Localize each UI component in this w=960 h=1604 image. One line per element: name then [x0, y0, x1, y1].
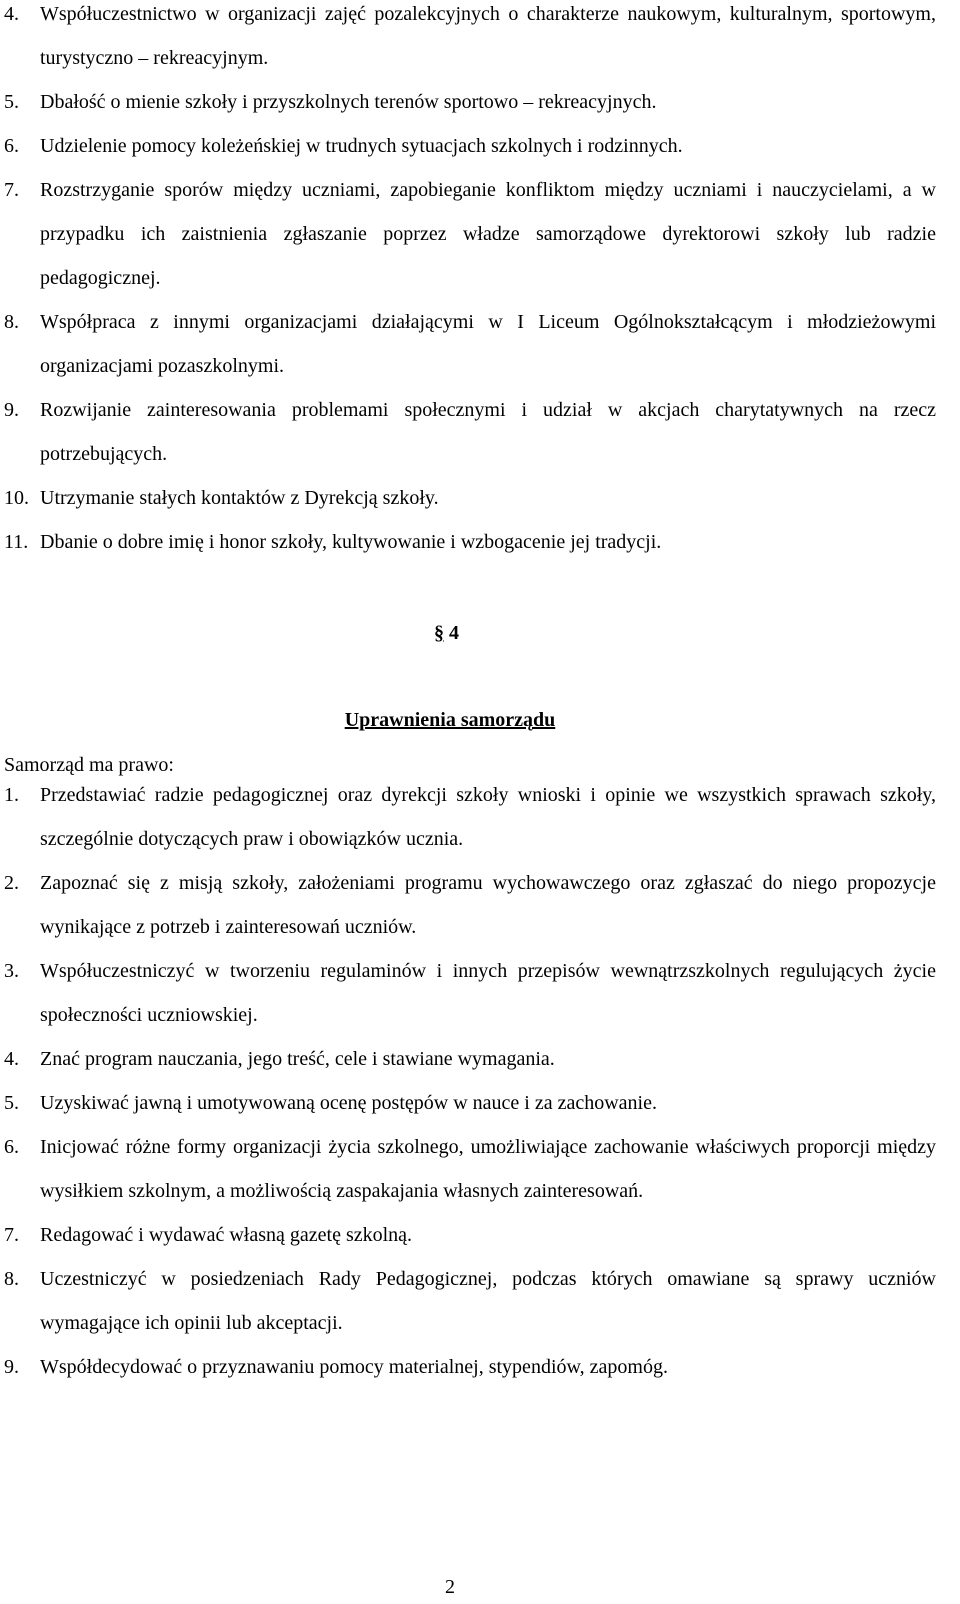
list-item-number: 3.: [4, 960, 19, 982]
list-item-text: Rozstrzyganie sporów między uczniami, zapobieganie konfliktom między uczniami i nauczycielami, a w przypadku ich zaistnienia zgłaszanie poprzez władze samorządowe dyrektorowi szkoły lub radzie pedagogicznej.: [40, 179, 936, 289]
list-item-number: 5.: [4, 1092, 19, 1114]
list-item: [4, 1037, 936, 1081]
list-item-text: Współdecydować o przyznawaniu pomocy materialnej, stypendiów, zapomóg.: [40, 1356, 668, 1378]
list-item-text: Udzielenie pomocy koleżeńskiej w trudnych sytuacjach szkolnych i rodzinnych.: [40, 135, 683, 157]
list-item: [4, 1081, 936, 1125]
rights-list: [4, 773, 936, 1389]
duties-list: [4, 0, 936, 564]
list-item-text: Inicjować różne formy organizacji życia szkolnego, umożliwiające zachowanie właściwych proporcji między wysiłkiem szkolnym, a możliwością zaspakajania własnych zainteresowań.: [40, 1136, 936, 1202]
list-item: [4, 300, 936, 388]
list-item: [4, 124, 936, 168]
list-item-text: Przedstawiać radzie pedagogicznej oraz dyrekcji szkoły wnioski i opinie we wszystkich sprawach szkoły, szczególnie dotyczących praw i obowiązków ucznia.: [40, 784, 936, 850]
list-item-text: Współpraca z innymi organizacjami działającymi w I Liceum Ogólnokształcącym i młodzieżowymi organizacjami pozaszkolnymi.: [40, 311, 936, 377]
list-item-text: Uzyskiwać jawną i umotywowaną ocenę postępów w nauce i za zachowanie.: [40, 1092, 657, 1114]
list-item-number: 10.: [4, 487, 29, 509]
list-item-number: 6.: [4, 1136, 19, 1158]
list-item-number: 8.: [4, 311, 19, 333]
section-title: Uprawnienia samorządu: [344, 709, 556, 731]
list-item-text: Zapoznać się z misją szkoły, założeniami programu wychowawczego oraz zgłaszać do niego propozycje wynikające z potrzeb i zainteresowań uczniów.: [40, 872, 936, 938]
list-item: [4, 773, 936, 861]
list-item-text: Współuczestniczyć w tworzeniu regulaminów i innych przepisów wewnątrzszkolnych regulujących życie społeczności uczniowskiej.: [40, 960, 936, 1026]
list-item-number: 7.: [4, 1224, 19, 1246]
section-heading: [434, 618, 459, 648]
section-intro: Samorząd ma prawo:: [4, 754, 174, 776]
list-item: [4, 0, 936, 80]
list-item: [4, 388, 936, 476]
list-item-number: 2.: [4, 872, 19, 894]
list-item-text: Dbałość o mienie szkoły i przyszkolnych terenów sportowo – rekreacyjnych.: [40, 91, 657, 113]
list-item-number: 5.: [4, 91, 19, 113]
list-item-number: 4.: [4, 3, 19, 25]
list-item-text: Znać program nauczania, jego treść, cele i stawiane wymagania.: [40, 1048, 555, 1070]
list-item: [4, 1257, 936, 1345]
list-item-number: 11.: [4, 531, 29, 553]
list-item: [4, 1345, 936, 1389]
list-item-number: 1.: [4, 784, 19, 806]
list-item: [4, 476, 936, 520]
list-item-text: Dbanie o dobre imię i honor szkoły, kultywowanie i wzbogacenie jej tradycji.: [40, 531, 662, 553]
list-item: [4, 1213, 936, 1257]
list-item: [4, 1125, 936, 1213]
list-item: [4, 861, 936, 949]
list-item-text: Rozwijanie zainteresowania problemami społecznymi i udział w akcjach charytatywnych na rzecz potrzebujących.: [40, 399, 936, 465]
list-item-text: Redagować i wydawać własną gazetę szkolną.: [40, 1224, 413, 1246]
list-item: [4, 168, 936, 300]
list-item-number: 4.: [4, 1048, 19, 1070]
page-number: 2: [445, 1576, 455, 1598]
list-item-number: 9.: [4, 1356, 19, 1378]
list-item-text: Utrzymanie stałych kontaktów z Dyrekcją szkoły.: [40, 487, 439, 509]
list-item-text: Uczestniczyć w posiedzeniach Rady Pedagogicznej, podczas których omawiane są sprawy uczniów wymagające ich opinii lub akceptacji.: [40, 1268, 936, 1334]
list-item-number: 7.: [4, 179, 19, 201]
list-item: [4, 949, 936, 1037]
list-item-number: 9.: [4, 399, 19, 421]
list-item-text: Współuczestnictwo w organizacji zajęć pozalekcyjnych o charakterze naukowym, kulturalnym, sportowym, turystyczno – rekreacyjnym.: [40, 3, 936, 69]
section-symbol: §: [434, 622, 444, 644]
section-number: 4: [449, 622, 459, 644]
list-item: [4, 520, 936, 564]
list-item-number: 8.: [4, 1268, 19, 1290]
list-item-number: 6.: [4, 135, 19, 157]
list-item: [4, 80, 936, 124]
